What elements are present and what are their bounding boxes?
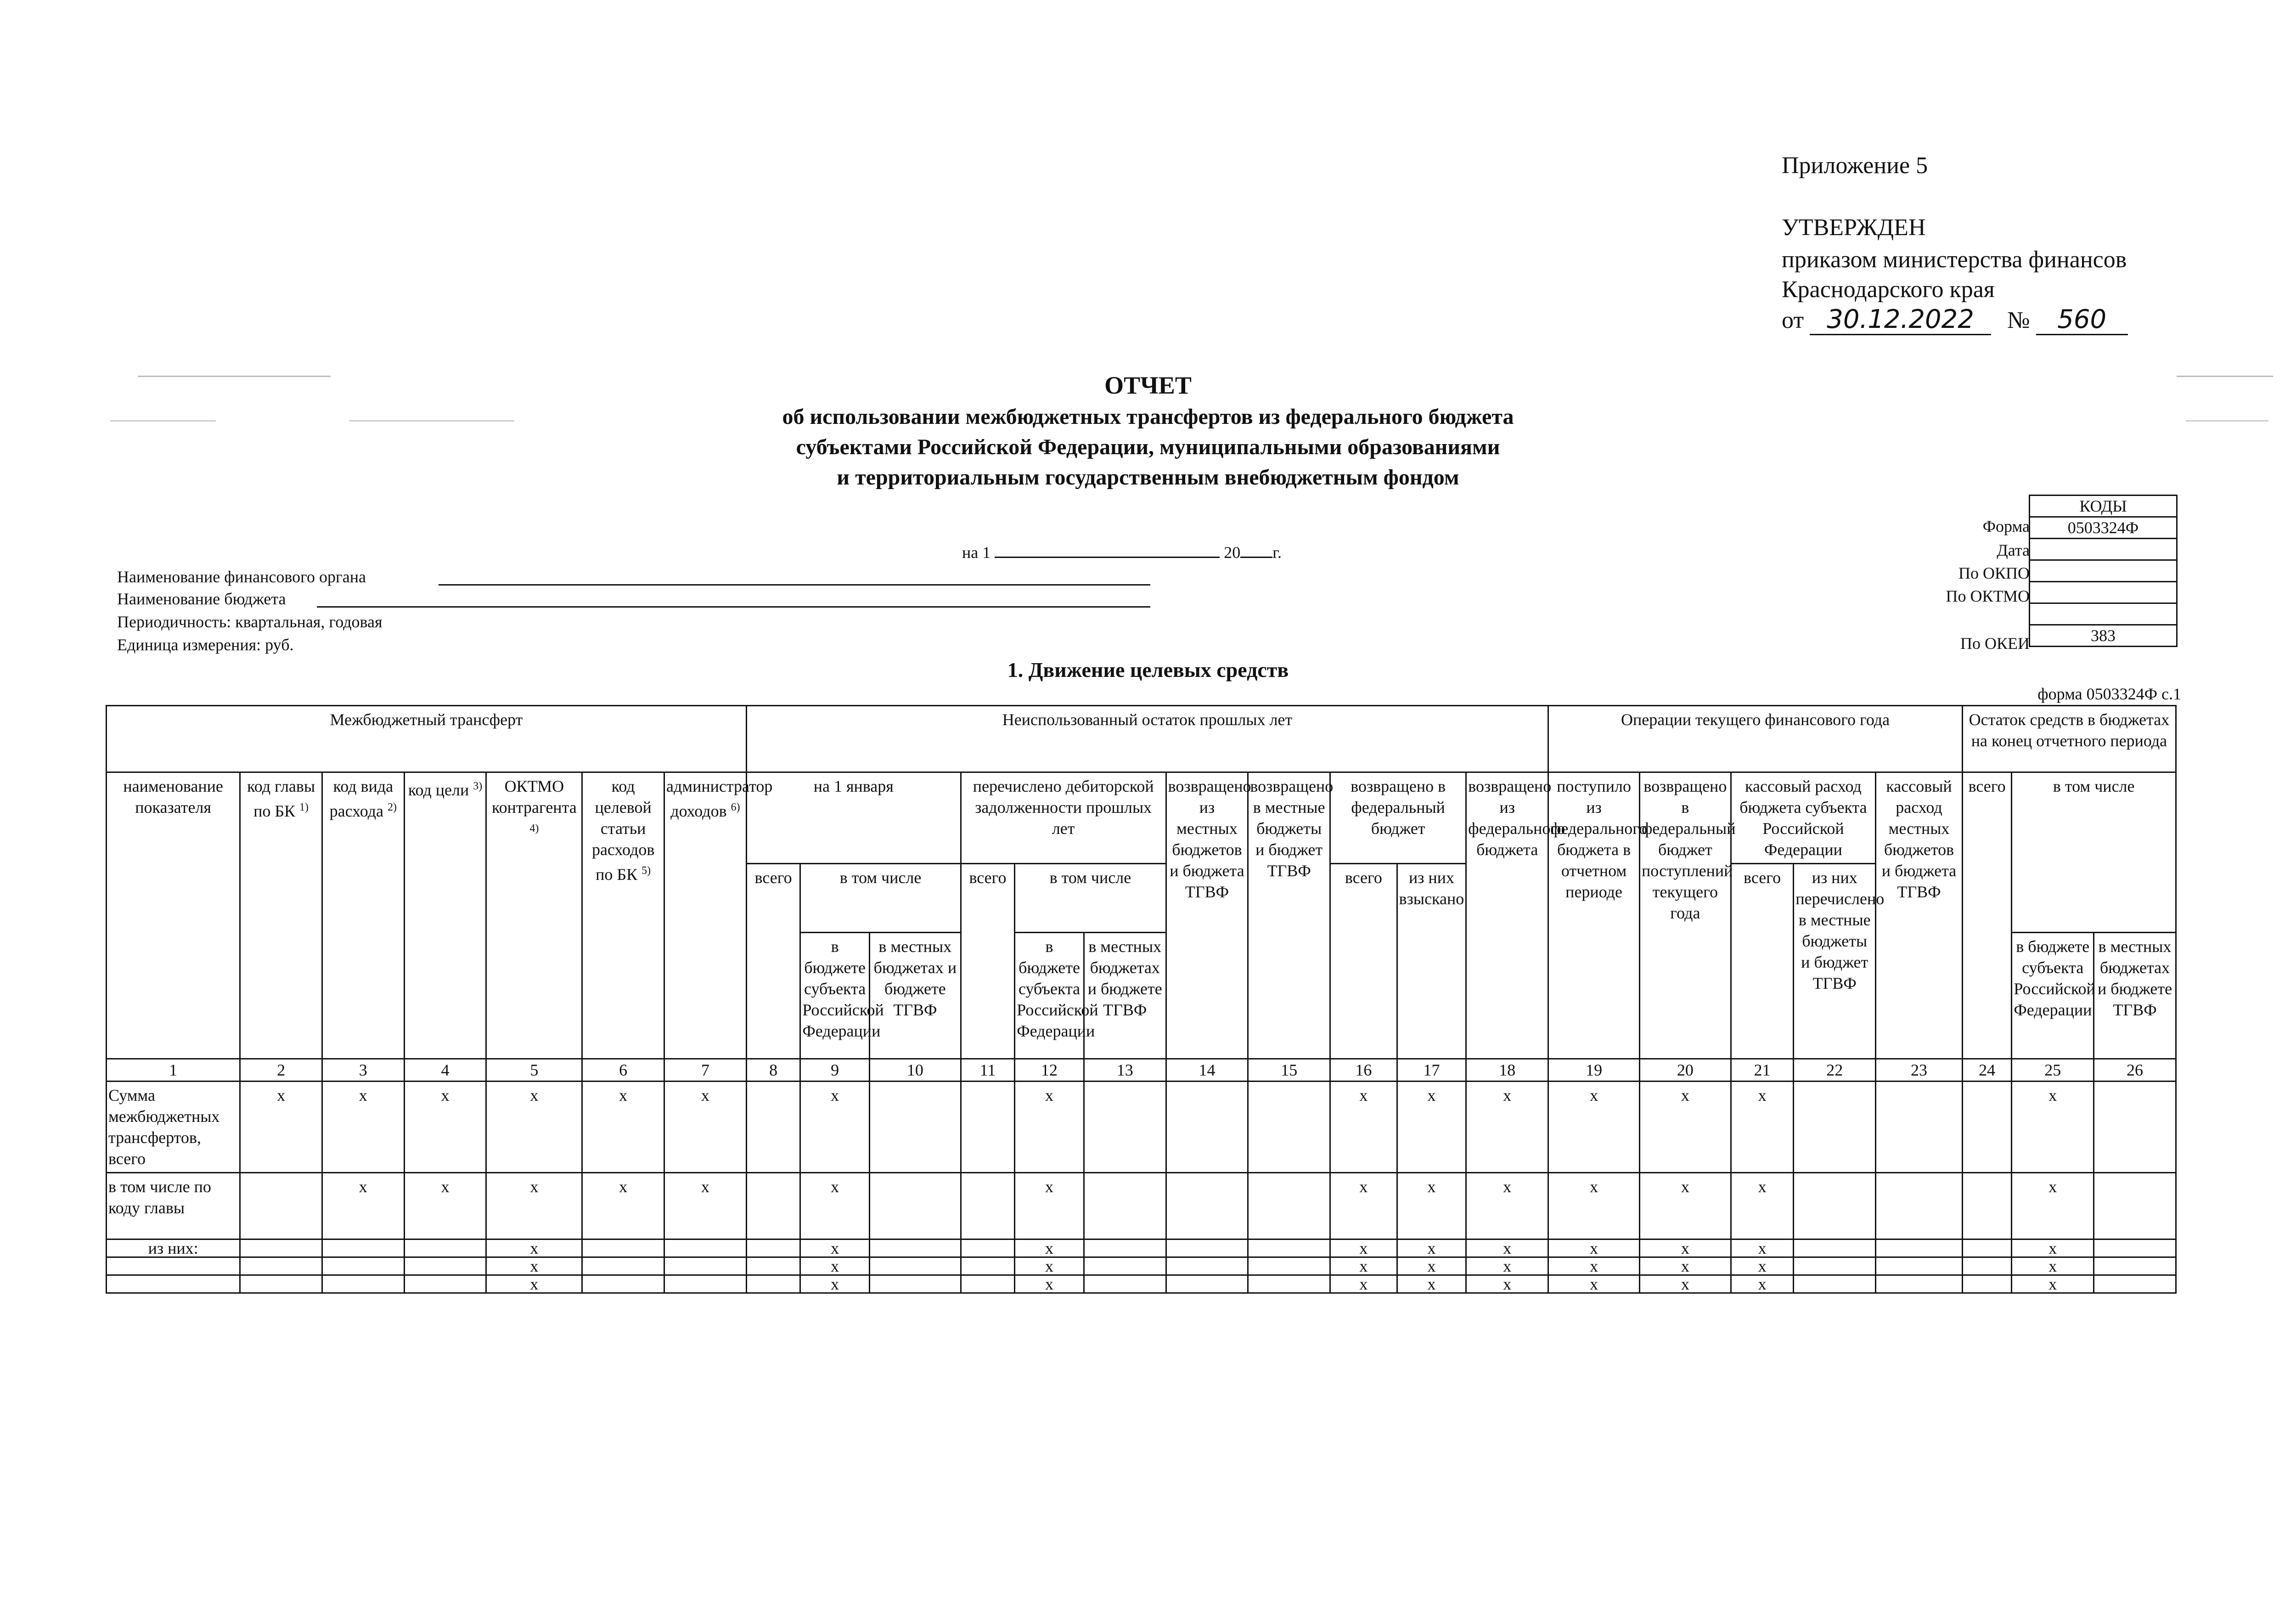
col-goal-code-label: код цели [408, 781, 469, 799]
col-receivables: перечислено дебиторской задолженности прошлых лет [961, 772, 1166, 864]
table-cell [2094, 1082, 2176, 1173]
codes-blank-value [2030, 603, 2177, 625]
appendix-label: Приложение 5 [1782, 152, 1928, 179]
column-number: 21 [1731, 1059, 1794, 1082]
report-title: ОТЧЕТ [1104, 372, 1192, 399]
col-received-from-federal: поступило из федерального бюджета в отчетном периоде [1548, 772, 1640, 1059]
table-cell: x [1330, 1239, 1397, 1257]
table-cell [746, 1257, 800, 1275]
table-cell [240, 1257, 322, 1275]
col-receivables-including: в том числе [1015, 864, 1166, 933]
col-returned-from-federal: возвращено из федерального бюджета [1466, 772, 1548, 1059]
table-cell [746, 1275, 800, 1293]
report-date-prefix: на 1 [962, 543, 991, 562]
table-cell [2094, 1173, 2176, 1239]
table-cell [961, 1239, 1014, 1257]
table-cell: x [800, 1239, 870, 1257]
table-cell: x [1466, 1257, 1548, 1275]
table-cell: x [2012, 1239, 2094, 1257]
column-number: 1 [107, 1059, 240, 1082]
form-ref: форма 0503324Ф с.1 [2037, 685, 2181, 703]
col-target-article-code [582, 772, 664, 1059]
table-cell: x [1330, 1082, 1397, 1173]
row-label [107, 1275, 240, 1293]
table-cell: x [1015, 1257, 1084, 1275]
table-cell: x [1397, 1257, 1466, 1275]
table-cell: x [800, 1257, 870, 1275]
table-cell [961, 1173, 1014, 1239]
table-cell [869, 1173, 961, 1239]
table-cell: x [1397, 1275, 1466, 1293]
codes-date-label: Дата [1997, 541, 2030, 559]
table-cell [1962, 1257, 2011, 1275]
report-subtitle-2: субъектами Российской Федерации, муниципальными образованиями [796, 435, 1500, 459]
codes-oktmo-label: По ОКТМО [1946, 587, 2030, 605]
table-cell: x [582, 1173, 664, 1239]
fin-organ-blank [439, 584, 1150, 586]
table-cell [961, 1082, 1014, 1173]
col-returned-to-federal: возвращено в федеральный бюджет [1330, 772, 1466, 864]
column-number: 26 [2094, 1059, 2176, 1082]
col-expense-type-code [322, 772, 404, 1059]
col-cash-total: всего [1731, 864, 1794, 1059]
col-revenue-admin-label: администратор доходов [666, 777, 773, 820]
table-cell: x [486, 1173, 582, 1239]
report-year-blank [1240, 542, 1272, 558]
col-jan1-total: всего [746, 864, 800, 1059]
table-cell [1962, 1082, 2011, 1173]
table-cell: x [1466, 1275, 1548, 1293]
col-chapter-code-label: код главы по БК [247, 777, 315, 820]
table-cell [240, 1275, 322, 1293]
fin-organ-label: Наименование финансового органа [117, 568, 366, 586]
codes-okpo-value [2030, 560, 2177, 582]
approved-by-line2: Краснодарского края [1782, 276, 1995, 303]
table-cell [1876, 1082, 1963, 1173]
column-number: 9 [800, 1059, 870, 1082]
table-cell: x [2012, 1173, 2094, 1239]
section-title: 1. Движение целевых средств [1007, 658, 1289, 682]
table-cell: x [486, 1239, 582, 1257]
table-cell: x [486, 1275, 582, 1293]
codes-okei-value: 383 [2030, 625, 2177, 647]
table-cell: x [1548, 1239, 1640, 1257]
table-cell: x [1015, 1082, 1084, 1173]
column-number: 3 [322, 1059, 404, 1082]
col-oktmo [486, 772, 582, 1059]
report-date-blank [995, 542, 1220, 558]
codes-form-value: 0503324Ф [2030, 517, 2177, 539]
note-5: 5) [642, 865, 651, 877]
report-year-prefix: 20 [1224, 543, 1241, 562]
table-cell [869, 1257, 961, 1275]
table-cell [322, 1275, 404, 1293]
table-cell: x [404, 1173, 486, 1239]
table-cell: x [1639, 1082, 1731, 1173]
table-cell: x [1731, 1239, 1794, 1257]
table-cell [1166, 1239, 1248, 1257]
table-cell [1794, 1239, 1876, 1257]
column-number: 18 [1466, 1059, 1548, 1082]
table-cell: x [486, 1257, 582, 1275]
table-cell: x [1015, 1275, 1084, 1293]
table-cell [1794, 1275, 1876, 1293]
codes-form-label: Форма [1982, 517, 2030, 535]
table-cell [2094, 1257, 2176, 1275]
column-number: 19 [1548, 1059, 1640, 1082]
table-cell: x [1548, 1082, 1640, 1173]
table-cell: x [1548, 1275, 1640, 1293]
table-row [107, 1275, 2176, 1293]
codes-header: КОДЫ [2030, 496, 2177, 517]
col-federal-recovered: из них взыскано [1397, 864, 1466, 1059]
note-6: 6) [731, 801, 740, 813]
table-cell [1876, 1257, 1963, 1275]
column-number: 4 [404, 1059, 486, 1082]
table-cell: x [322, 1082, 404, 1173]
table-cell [869, 1275, 961, 1293]
column-number: 2 [240, 1059, 322, 1082]
column-number: 14 [1166, 1059, 1248, 1082]
group-end-balance: Остаток средств в бюджетах на конец отчетного периода [1962, 706, 2176, 772]
table-cell: x [1548, 1257, 1640, 1275]
column-number: 16 [1330, 1059, 1397, 1082]
table-cell: x [1731, 1257, 1794, 1275]
col-jan1-including: в том числе [800, 864, 961, 933]
note-2: 2) [387, 801, 397, 813]
table-cell: x [664, 1082, 747, 1173]
budget-name-label: Наименование бюджета [117, 590, 286, 608]
table-row [107, 1257, 2176, 1275]
table-cell: x [1639, 1173, 1731, 1239]
col-target-article-code-label: код целевой статьи расходов по БК [591, 777, 655, 884]
col-returned-current-year: возвращено в федеральный бюджет поступлений текущего года [1639, 772, 1731, 1059]
table-cell [404, 1257, 486, 1275]
table-cell [1876, 1239, 1963, 1257]
col-federal-total: всего [1330, 864, 1397, 1059]
row-label: из них: [107, 1239, 240, 1257]
table-cell: x [1330, 1257, 1397, 1275]
approved-by-line1: приказом министерства финансов [1782, 247, 2127, 273]
table-cell: x [1548, 1173, 1640, 1239]
column-number: 6 [582, 1059, 664, 1082]
table-cell [961, 1257, 1014, 1275]
col-goal-code [404, 772, 486, 1059]
column-number: 8 [746, 1059, 800, 1082]
codes-okpo-label: По ОКПО [1958, 564, 2030, 582]
table-cell: x [1731, 1275, 1794, 1293]
table-cell [322, 1239, 404, 1257]
group-unused-balance: Неиспользованный остаток прошлых лет [746, 706, 1548, 772]
table-cell: x [1731, 1082, 1794, 1173]
col-end-local: в местных бюджетах и бюджете ТГВФ [2094, 933, 2176, 1059]
codes-table [2029, 495, 2178, 647]
table-cell [1248, 1173, 1330, 1239]
column-number: 22 [1794, 1059, 1876, 1082]
col-cash-expense-local: кассовый расход местных бюджетов и бюджета ТГВФ [1876, 772, 1963, 1059]
table-cell [1248, 1239, 1330, 1257]
approved-label: УТВЕРЖДЕН [1782, 214, 1926, 241]
col-expense-type-code-label: код вида расхода [329, 777, 394, 820]
table-cell [240, 1173, 322, 1239]
column-number: 24 [1962, 1059, 2011, 1082]
table-row [107, 1082, 2176, 1173]
budget-name-blank [317, 606, 1150, 608]
table-cell [1166, 1257, 1248, 1275]
table-cell: x [582, 1082, 664, 1173]
table-cell [240, 1239, 322, 1257]
column-number: 7 [664, 1059, 747, 1082]
table-cell: x [1731, 1173, 1794, 1239]
table-cell [1248, 1257, 1330, 1275]
table-cell: x [322, 1173, 404, 1239]
col-cash-transferred: из них перечислено в местные бюджеты и бюджет ТГВФ [1794, 864, 1876, 1059]
table-cell: x [800, 1275, 870, 1293]
table-cell [1962, 1275, 2011, 1293]
table-cell [2094, 1239, 2176, 1257]
table-cell: x [1466, 1239, 1548, 1257]
table-cell: x [2012, 1257, 2094, 1275]
column-number: 17 [1397, 1059, 1466, 1082]
table-row [107, 1239, 2176, 1257]
table-cell [869, 1239, 961, 1257]
table-cell: x [1639, 1239, 1731, 1257]
table-cell [1084, 1239, 1166, 1257]
table-cell [746, 1239, 800, 1257]
table-cell [961, 1275, 1014, 1293]
date-prefix: от [1782, 307, 1804, 333]
col-oktmo-label: ОКТМО контрагента [491, 777, 577, 817]
col-jan1-subject: в бюджете субъекта Российской Федерации [800, 933, 870, 1059]
table-cell [1084, 1257, 1166, 1275]
col-receivables-local: в местных бюджетах и бюджете ТГВФ [1084, 933, 1166, 1059]
table-cell [1794, 1082, 1876, 1173]
table-cell [1166, 1275, 1248, 1293]
col-receivables-total: всего [961, 864, 1014, 1059]
column-number: 23 [1876, 1059, 1963, 1082]
table-cell [746, 1173, 800, 1239]
codes-oktmo-value [2030, 582, 2177, 603]
column-numbers-row [107, 1059, 2176, 1082]
table-cell [1794, 1173, 1876, 1239]
table-cell [1876, 1275, 1963, 1293]
table-cell: x [1397, 1173, 1466, 1239]
col-end-total: всего [1962, 772, 2011, 1059]
table-row [107, 1173, 2176, 1239]
row-label [107, 1257, 240, 1275]
table-cell [1962, 1173, 2011, 1239]
col-jan1: на 1 января [746, 772, 961, 864]
table-cell [1084, 1173, 1166, 1239]
table-cell [746, 1082, 800, 1173]
col-jan1-local: в местных бюджетах и бюджете ТГВФ [869, 933, 961, 1059]
codes-okei-label: По ОКЕИ [1960, 634, 2030, 653]
col-receivables-subject: в бюджете субъекта Российской Федерации [1015, 933, 1084, 1059]
col-cash-expense-subject: кассовый расход бюджета субъекта Российской Федерации [1731, 772, 1875, 864]
order-line [1782, 305, 2128, 335]
table-cell [404, 1239, 486, 1257]
table-cell: x [1397, 1082, 1466, 1173]
report-subtitle-1: об использовании межбюджетных трансфертов из федерального бюджета [782, 405, 1514, 429]
table-cell: x [1466, 1082, 1548, 1173]
table-cell: x [800, 1173, 870, 1239]
row-label: Сумма межбюджетных трансфертов, всего [107, 1082, 240, 1173]
table-cell [2094, 1275, 2176, 1293]
column-number: 11 [961, 1059, 1014, 1082]
codes-date-value [2030, 539, 2177, 560]
report-subtitle-3: и территориальным государственным внебюджетным фондом [837, 465, 1459, 490]
table-cell: x [1466, 1173, 1548, 1239]
column-number: 10 [869, 1059, 961, 1082]
table-cell: x [800, 1082, 870, 1173]
table-cell [1794, 1257, 1876, 1275]
note-3: 3) [473, 780, 483, 792]
table-cell: x [1015, 1239, 1084, 1257]
table-cell: x [1639, 1257, 1731, 1275]
table-cell: x [240, 1082, 322, 1173]
note-4: 4) [529, 822, 539, 834]
table-cell [869, 1082, 961, 1173]
table-cell [664, 1239, 747, 1257]
col-end-including: в том числе [2012, 772, 2176, 933]
table-cell [1876, 1173, 1963, 1239]
table-cell [582, 1239, 664, 1257]
table-cell: x [2012, 1082, 2094, 1173]
table-cell [1166, 1082, 1248, 1173]
col-indicator-name: наименование показателя [107, 772, 240, 1059]
col-returned-from-local: возвращено из местных бюджетов и бюджета ТГВФ [1166, 772, 1248, 1059]
group-current-ops: Операции текущего финансового года [1548, 706, 1963, 772]
table-cell [664, 1257, 747, 1275]
table-cell: x [664, 1173, 747, 1239]
periodicity-label: Периодичность: квартальная, годовая [117, 613, 383, 631]
report-year-suffix: г. [1272, 543, 1282, 562]
order-date: 30.12.2022 [1810, 305, 1991, 335]
table-cell: x [486, 1082, 582, 1173]
table-cell [1248, 1275, 1330, 1293]
column-number: 13 [1084, 1059, 1166, 1082]
table-cell: x [1330, 1173, 1397, 1239]
table-cell: x [1330, 1275, 1397, 1293]
table-cell [582, 1257, 664, 1275]
table-cell: x [1397, 1239, 1466, 1257]
table-cell [1084, 1082, 1166, 1173]
report-date [962, 542, 1282, 562]
table-cell [1084, 1275, 1166, 1293]
row-label: в том числе по коду главы [107, 1173, 240, 1239]
unit-label: Единица измерения: руб. [117, 636, 294, 654]
group-transfer: Межбюджетный трансферт [107, 706, 747, 772]
table-cell [404, 1275, 486, 1293]
table-cell [1248, 1082, 1330, 1173]
table-cell [1166, 1173, 1248, 1239]
col-returned-to-local: возвращено в местные бюджеты и бюджет ТГВФ [1248, 772, 1330, 1059]
movement-table [106, 705, 2177, 1294]
table-cell [1962, 1239, 2011, 1257]
column-number: 12 [1015, 1059, 1084, 1082]
col-end-subject: в бюджете субъекта Российской Федерации [2012, 933, 2094, 1059]
column-number: 20 [1639, 1059, 1731, 1082]
order-number: 560 [2036, 305, 2128, 335]
note-1: 1) [299, 801, 309, 813]
number-prefix: № [2007, 307, 2030, 333]
col-chapter-code [240, 772, 322, 1059]
table-cell: x [404, 1082, 486, 1173]
column-number: 15 [1248, 1059, 1330, 1082]
column-number: 5 [486, 1059, 582, 1082]
table-cell: x [1015, 1173, 1084, 1239]
table-cell: x [1639, 1275, 1731, 1293]
table-cell [664, 1275, 747, 1293]
table-cell [582, 1275, 664, 1293]
table-cell: x [2012, 1275, 2094, 1293]
table-cell [322, 1257, 404, 1275]
column-number: 25 [2012, 1059, 2094, 1082]
